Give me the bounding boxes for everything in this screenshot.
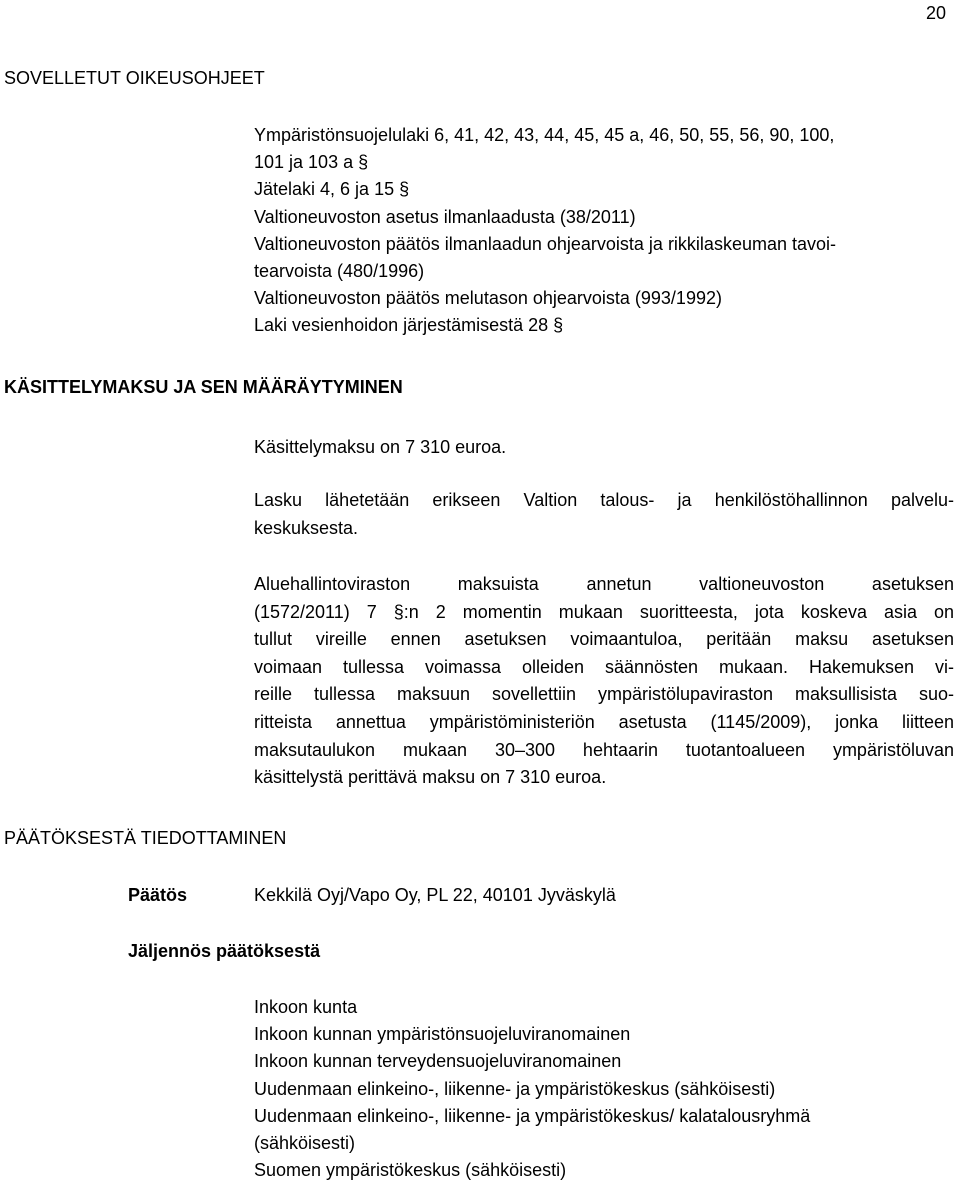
invoice-paragraph (254, 487, 954, 542)
paragraph-line: (1572/2011) 7 §:n 2 momentin mukaan suoritteesta, jota koskeva asia on (254, 601, 954, 622)
paragraph-line: reille tullessa maksuun sovellettiin ympäristölupaviraston maksullisista suo- (254, 684, 954, 705)
copy-recipient: (sähköisesti) (254, 1133, 356, 1154)
applied-law-list (254, 122, 954, 340)
paragraph-line: voimaan tullessa voimassa olleiden säännösten mukaan. Hakemuksen vi- (254, 656, 954, 677)
applied-law-line: Valtioneuvoston päätös melutason ohjearvoista (993/1992) (254, 288, 722, 309)
applied-law-line: tearvoista (480/1996) (254, 261, 425, 282)
copy-recipient: Inkoon kunnan ympäristönsuojeluviranomainen (254, 1024, 631, 1045)
decision-label: Päätös (128, 885, 188, 905)
paragraph-line: Lasku lähetetään erikseen Valtion talous- ja henkilöstöhallinnon palvelu- (254, 490, 954, 510)
decision-recipient: Kekkilä Oyj/Vapo Oy, PL 22, 40101 Jyväskylä (254, 885, 616, 905)
paragraph-line: maksutaulukon mukaan 30–300 hehtaarin tuotantoalueen ympäristöluvan (254, 739, 954, 760)
copy-recipient: Uudenmaan elinkeino-, liikenne- ja ympäristökeskus (sähköisesti) (254, 1078, 776, 1099)
fee-heading: KÄSITTELYMAKSU JA SEN MÄÄRÄYTYMINEN (4, 377, 403, 397)
paragraph-line: ritteista annettua ympäristöministeriön asetusta (1145/2009), jonka liitteen (254, 711, 954, 732)
applied-law-line: Valtioneuvoston asetus ilmanlaadusta (38/2011) (254, 206, 636, 227)
copy-label: Jäljennös päätöksestä (128, 941, 321, 961)
copy-recipient: Uudenmaan elinkeino-, liikenne- ja ympäristökeskus/ kalatalousryhmä (254, 1105, 811, 1126)
paragraph-line: tullut vireille ennen asetuksen voimaantuloa, peritään maksu asetuksen (254, 629, 954, 650)
applied-law-line: Laki vesienhoidon järjestämisestä 28 § (254, 315, 564, 336)
page-number: 20 (925, 3, 946, 23)
copy-recipient: Inkoon kunnan terveydensuojeluviranomainen (254, 1051, 622, 1072)
applied-law-line: Ympäristönsuojelulaki 6, 41, 42, 43, 44, 45, 45 a, 46, 50, 55, 56, 90, 100, (254, 125, 835, 145)
paragraph-line: Aluehallintoviraston maksuista annetun valtioneuvoston asetuksen (254, 574, 954, 594)
notification-heading: PÄÄTÖKSESTÄ TIEDOTTAMINEN (4, 828, 287, 848)
paragraph-line: käsittelystä perittävä maksu on 7 310 euroa. (254, 767, 607, 788)
paragraph-line: keskuksesta. (254, 517, 359, 538)
applied-law-line: Valtioneuvoston päätös ilmanlaadun ohjearvoista ja rikkilaskeuman tavoi- (254, 233, 836, 254)
applied-law-heading: SOVELLETUT OIKEUSOHJEET (4, 68, 265, 88)
applied-law-line: Jätelaki 4, 6 ja 15 § (254, 179, 410, 200)
fee-basis-paragraph (254, 571, 954, 792)
applied-law-line: 101 ja 103 a § (254, 152, 369, 173)
copy-recipients-list (254, 994, 954, 1184)
fee-amount-text: Käsittelymaksu on 7 310 euroa. (254, 437, 507, 457)
copy-recipient: Suomen ympäristökeskus (sähköisesti) (254, 1160, 567, 1181)
copy-recipient: Inkoon kunta (254, 997, 358, 1017)
